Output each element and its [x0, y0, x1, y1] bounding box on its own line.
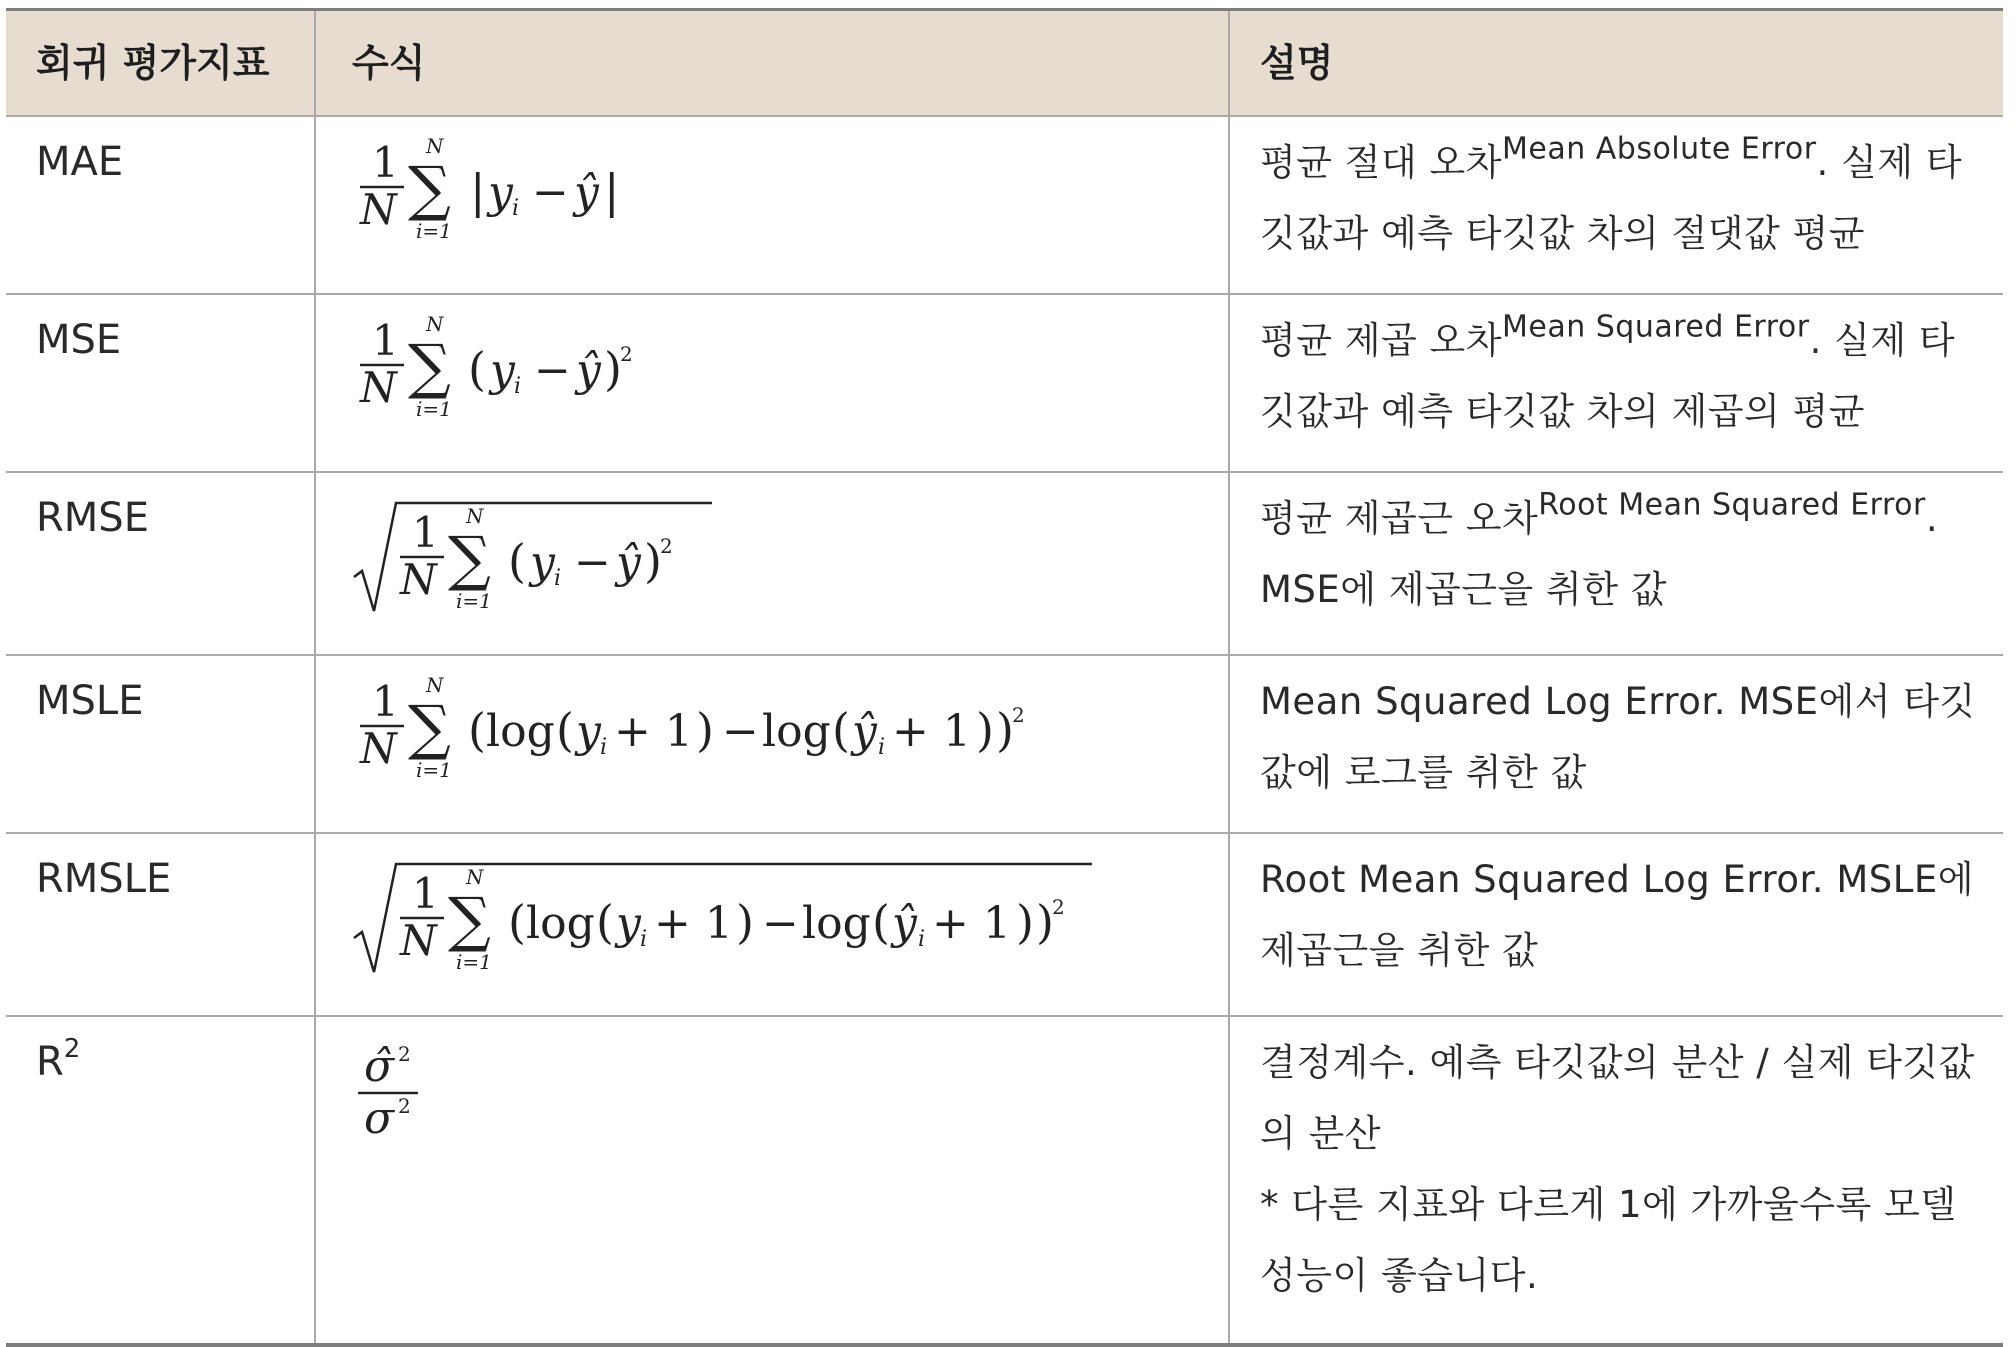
svg-text:y: y: [576, 706, 601, 757]
svg-text:(: (: [468, 703, 486, 757]
svg-text:(: (: [872, 895, 890, 949]
svg-text:i: i: [600, 735, 608, 760]
table-row: [6, 295, 2003, 473]
svg-text:∑: ∑: [408, 154, 451, 224]
svg-text:i=1: i=1: [416, 758, 452, 780]
svg-text:(: (: [468, 342, 486, 396]
svg-text:−: −: [574, 537, 611, 588]
svg-text:N: N: [360, 185, 397, 234]
desc-main: 평균 절대 오차: [1260, 141, 1502, 184]
svg-text:(: (: [596, 895, 614, 949]
svg-text:∑: ∑: [408, 332, 451, 402]
description: [1228, 117, 2003, 293]
svg-text:+ 1: + 1: [654, 898, 733, 949]
svg-text:2: 2: [398, 1094, 411, 1118]
metric-base: R: [36, 1039, 64, 1085]
svg-text:): ): [976, 703, 994, 757]
header-formula: 수식: [314, 11, 1228, 115]
desc-rest: . 실제 타깃값과 예측 타깃값 차의 절댓값 평균: [1260, 141, 1963, 255]
svg-text:N: N: [400, 916, 437, 965]
svg-text:−: −: [534, 345, 571, 396]
svg-text:): ): [696, 703, 714, 757]
svg-text:): ): [1016, 895, 1034, 949]
svg-text:2: 2: [398, 1042, 411, 1066]
svg-text:|: |: [470, 164, 486, 218]
svg-text:y: y: [530, 537, 555, 588]
svg-text:i: i: [512, 196, 520, 221]
svg-text:+ 1: + 1: [932, 898, 1011, 949]
svg-text:2: 2: [1052, 895, 1065, 919]
description: [1228, 1017, 2003, 1343]
svg-text:1: 1: [372, 316, 399, 365]
svg-text:σ: σ: [364, 1093, 395, 1144]
svg-text:N: N: [466, 504, 484, 528]
svg-text:i=1: i=1: [456, 589, 492, 613]
desc-english-term: Mean Squared Error: [1501, 309, 1810, 345]
svg-text:+ 1: + 1: [892, 706, 971, 757]
svg-text:i=1: i=1: [456, 950, 492, 974]
svg-text:(: (: [508, 895, 526, 949]
svg-text:y: y: [490, 345, 515, 396]
svg-text:log: log: [802, 898, 871, 949]
svg-text:−: −: [722, 706, 759, 757]
table-row: [6, 656, 2003, 834]
svg-text:2: 2: [660, 534, 673, 558]
metric-name: MSLE: [36, 678, 144, 724]
svg-text:σ̂: σ̂: [364, 1041, 395, 1092]
metric-name: RMSE: [36, 495, 149, 541]
svg-text:i: i: [918, 927, 926, 952]
desc-rest: . MSE에 제곱근을 취한 값: [1260, 497, 1939, 611]
formula-r2: [314, 1017, 1228, 1343]
svg-text:y: y: [616, 898, 641, 949]
svg-text:N: N: [360, 724, 397, 773]
svg-text:∑: ∑: [448, 524, 491, 594]
desc-main: 결정계수. 예측 타깃값의 분산 / 실제 타깃값의 분산: [1260, 1041, 1975, 1155]
description: Mean Squared Log Error. MSE에서 타깃값에 로그를 취한 값: [1228, 656, 2003, 832]
svg-text:|: |: [604, 164, 620, 218]
svg-text:−: −: [532, 167, 569, 218]
metric-superscript: 2: [63, 1033, 81, 1064]
svg-text:N: N: [426, 673, 444, 697]
table-row: [6, 1017, 2003, 1347]
svg-text:i=1: i=1: [416, 219, 452, 241]
svg-text:∑: ∑: [408, 693, 451, 763]
svg-text:): ): [736, 895, 754, 949]
metric-name: [6, 1017, 314, 1343]
svg-text:ŷ: ŷ: [852, 706, 877, 757]
svg-text:N: N: [400, 555, 437, 604]
svg-text:−: −: [762, 898, 799, 949]
svg-text:N: N: [426, 312, 444, 336]
table-row: [6, 834, 2003, 1017]
svg-text:(: (: [508, 534, 526, 588]
svg-text:): ): [644, 534, 662, 588]
svg-text:+ 1: + 1: [614, 706, 693, 757]
metric-name: MAE: [36, 139, 124, 185]
table-row: [6, 117, 2003, 295]
desc-english-term: Mean Absolute Error: [1501, 131, 1817, 167]
formula-mse: [314, 295, 1228, 471]
svg-text:i: i: [554, 566, 562, 591]
svg-text:): ): [996, 703, 1014, 757]
svg-text:1: 1: [412, 508, 439, 557]
svg-text:): ): [604, 342, 622, 396]
desc-main: 평균 제곱 오차: [1260, 319, 1502, 362]
svg-text:N: N: [360, 363, 397, 412]
description: [1228, 473, 2003, 654]
formula-mae: [314, 117, 1228, 293]
svg-text:ŷ: ŷ: [892, 898, 917, 949]
svg-text:y: y: [488, 167, 513, 218]
svg-text:i=1: i=1: [416, 397, 452, 419]
formula-rmse: [314, 473, 1228, 654]
desc-main: 평균 제곱근 오차: [1260, 497, 1539, 540]
svg-text:N: N: [426, 134, 444, 158]
svg-text:N: N: [466, 865, 484, 889]
svg-text:ŷ: ŷ: [574, 167, 599, 218]
desc-english-term: Root Mean Squared Error: [1538, 487, 1926, 523]
svg-text:(: (: [556, 703, 574, 757]
formula-msle: [314, 656, 1228, 832]
svg-text:i: i: [640, 927, 648, 952]
desc-note: * 다른 지표와 다르게 1에 가까울수록 모델 성능이 좋습니다.: [1260, 1183, 1957, 1297]
svg-text:1: 1: [372, 138, 399, 187]
svg-text:i: i: [878, 735, 886, 760]
svg-text:1: 1: [412, 869, 439, 918]
svg-text:i: i: [514, 374, 522, 399]
svg-text:2: 2: [1012, 703, 1025, 727]
svg-text:log: log: [486, 706, 555, 757]
table-header-row: [6, 8, 2003, 117]
header-metric: 회귀 평가지표: [36, 41, 270, 85]
svg-text:log: log: [526, 898, 595, 949]
svg-text:log: log: [762, 706, 831, 757]
svg-text:(: (: [832, 703, 850, 757]
desc-rest: . 실제 타깃값과 예측 타깃값 차의 제곱의 평균: [1260, 319, 1956, 433]
svg-text:1: 1: [372, 677, 399, 726]
svg-text:ŷ: ŷ: [576, 345, 601, 396]
table-row: [6, 473, 2003, 656]
header-description: 설명: [1228, 11, 2003, 115]
description: Root Mean Squared Log Error. MSLE에 제곱근을 취한 값: [1228, 834, 2003, 1015]
metric-name: RMSLE: [36, 856, 172, 902]
metric-name: MSE: [36, 317, 122, 363]
description: [1228, 295, 2003, 471]
svg-text:ŷ: ŷ: [616, 537, 641, 588]
svg-text:2: 2: [620, 342, 633, 366]
metrics-table: [6, 8, 2003, 1347]
formula-rmsle: [314, 834, 1228, 1015]
svg-text:∑: ∑: [448, 885, 491, 955]
svg-text:): ): [1036, 895, 1054, 949]
